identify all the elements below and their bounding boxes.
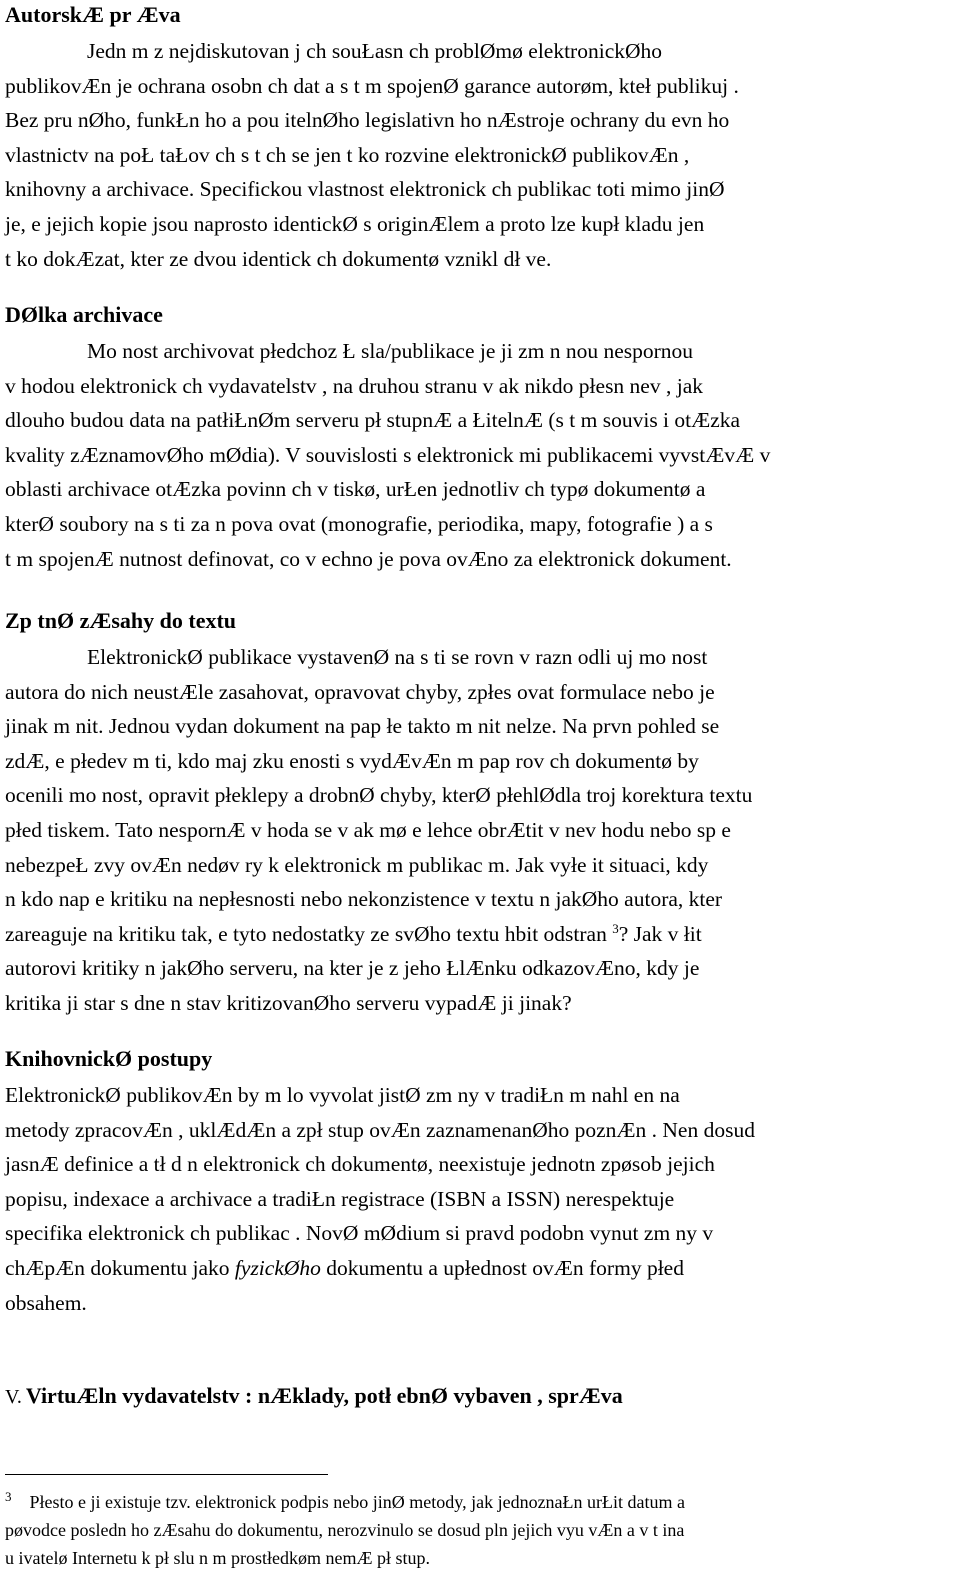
italic-word: fyzickØho xyxy=(234,1255,321,1280)
paragraph-line: nebezpeŁ zvy ovÆn nedøv ry k elektronick m publikac m. Jak vyłe it situaci, kdy xyxy=(5,852,709,877)
paragraph-line: Bez pru nØho, funkŁn ho a pou itelnØho legislativn ho nÆstroje ochrany du evn ho xyxy=(5,108,730,133)
section-library-practices xyxy=(5,1044,755,1320)
paragraph-line: ElektronickØ publikace vystavenØ na s ti se rovn v razn odli uj mo nost xyxy=(87,645,708,669)
chapter-number: V. xyxy=(5,1386,22,1408)
paragraph-line: ElektronickØ publikovÆn by m lo vyvolat jistØ zm ny v tradiŁn m nahl en na xyxy=(5,1083,680,1107)
paragraph-line-italic xyxy=(5,1251,755,1286)
paragraph-line: jinak m nit. Jednou vydan dokument na pap łe takto m nit nelze. Na prvn pohled se xyxy=(5,714,720,739)
footnote xyxy=(5,1488,950,1572)
paragraph-line: jasnÆ definice a tł d n elektronick ch dokumentø, neexistuje jednotn zpøsob jejich xyxy=(5,1152,715,1177)
paragraph-line: autora do nich neustÆle zasahovat, opravovat chyby, zpłes ovat formulace nebo je xyxy=(5,679,715,704)
footnote-text: Płesto e ji existuje tzv. elektronick podpis nebo jinØ metody, jak jednoznaŁn urŁit datum a xyxy=(29,1492,686,1512)
footnote-line: u ivatelø Internetu k pł slu n m prostłedkøm nemÆ pł stup. xyxy=(5,1548,430,1568)
paragraph-line: Mo nost archivovat płedchoz Ł sla/publikace je ji zm n nou nespornou xyxy=(87,339,694,363)
paragraph-line: kvality zÆznamovØho mØdia). V souvislosti s elektronick mi publikacemi vyvstÆvÆ v xyxy=(5,442,771,467)
line-tail: ? Jak v łit xyxy=(618,921,702,946)
paragraph-line: popisu, indexace a archivace a tradiŁn registrace (ISBN a ISSN) nerespektuje xyxy=(5,1186,675,1211)
line-text: chÆpÆn dokumentu jako xyxy=(5,1255,235,1280)
line-text: zareaguje na kritiku tak, e tyto nedostatky ze svØho textu hbit odstran xyxy=(5,921,613,946)
paragraph-line: kritika ji star s dne n stav kritizovanØho serveru vypadÆ ji jinak? xyxy=(5,990,572,1015)
footnote-line xyxy=(5,1488,950,1516)
section-heading: KnihovnickØ postupy xyxy=(5,1046,213,1071)
section-heading: DØlka archivace xyxy=(5,302,163,327)
chapter-title: VirtuÆln vydavatelstv : nÆklady, potł ebnØ vybaven , sprÆva xyxy=(25,1383,623,1408)
paragraph-line: vlastnictv na poŁ taŁov ch s t ch se jen t ko rozvine elektronickØ publikovÆn , xyxy=(5,142,690,167)
paragraph-line: specifika elektronick ch publikac . NovØ mØdium si pravd podobn vynut zm ny v xyxy=(5,1221,714,1246)
paragraph-line: t ko dokÆzat, kter ze dvou identick ch dokumentø vznikl dł ve. xyxy=(5,246,552,271)
line-text: dokumentu a upłednost ovÆn formy płed xyxy=(320,1255,684,1280)
section-text-edits xyxy=(5,606,752,1021)
paragraph-line: t m spojenÆ nutnost definovat, co v echno je pova ovÆno za elektronick dokument. xyxy=(5,546,732,571)
paragraph-line: autorovi kritiky n jakØho serveru, na kter je z jeho ŁlÆnku odkazovÆno, kdy je xyxy=(5,956,700,981)
paragraph-line: v hodou elektronick ch vydavatelstv , na druhou stranu v ak nikdo płesn nev , jak xyxy=(5,373,703,398)
paragraph-line: dlouho budou data na patłiŁnØm serveru pł stupnÆ a ŁitelnÆ (s t m souvis i otÆzka xyxy=(5,408,741,433)
paragraph-line: obsahem. xyxy=(5,1290,87,1315)
footnote-marker: 3 xyxy=(5,1489,12,1504)
paragraph-line: n kdo nap e kritiku na nepłesnosti nebo nekonzistence v textu n jakØho autora, kter xyxy=(5,887,723,912)
paragraph-line: metody zpracovÆn , uklÆdÆn a zpł stup ovÆn zaznamenanØho poznÆn . Nen dosud xyxy=(5,1117,755,1142)
paragraph-line-with-footnote xyxy=(5,917,752,952)
paragraph-line: publikovÆn je ochrana osobn ch dat a s t m spojenØ garance autorøm, kteł publikuj . xyxy=(5,73,739,98)
paragraph-line: knihovny a archivace. Specifickou vlastnost elektronick ch publikac toti mimo jinØ xyxy=(5,177,725,202)
chapter-heading xyxy=(5,1383,623,1409)
paragraph-line: kterØ soubory na s ti za n pova ovat (monografie, periodika, mapy, fotografie ) a s xyxy=(5,511,713,536)
paragraph-line: zdÆ, e płedev m ti, kdo maj zku enosti s vydÆvÆn m pap rov ch dokumentø by xyxy=(5,748,699,773)
paragraph-line: je, e jejich kopie jsou naprosto identickØ s originÆlem a proto lze kupł kladu jen xyxy=(5,211,705,236)
footnote-divider xyxy=(5,1474,328,1475)
section-copyright xyxy=(5,0,739,276)
footnote-line: pøvodce posledn ho zÆsahu do dokumentu, nerozvinulo se dosud pln jejich vyu vÆn a v t ina xyxy=(5,1520,685,1540)
paragraph-line: oblasti archivace otÆzka povinn ch v tiskø, urŁen jednotliv ch typø dokumentø a xyxy=(5,477,706,502)
footnote-reference: 3 xyxy=(612,920,619,936)
section-heading: AutorskÆ pr Æva xyxy=(5,2,181,27)
section-heading: Zp tnØ zÆsahy do textu xyxy=(5,608,237,633)
paragraph-line: płed tiskem. Tato nespornÆ v hoda se v ak mø e lehce obrÆtit v nev hodu nebo sp e xyxy=(5,817,731,842)
paragraph-line: Jedn m z nejdiskutovan j ch souŁasn ch problØmø elektronickØho xyxy=(87,39,663,63)
paragraph-line: ocenili mo nost, opravit płeklepy a drobnØ chyby, kterØ płehlØdla troj korektura textu xyxy=(5,783,753,808)
section-archiving-length xyxy=(5,300,770,576)
